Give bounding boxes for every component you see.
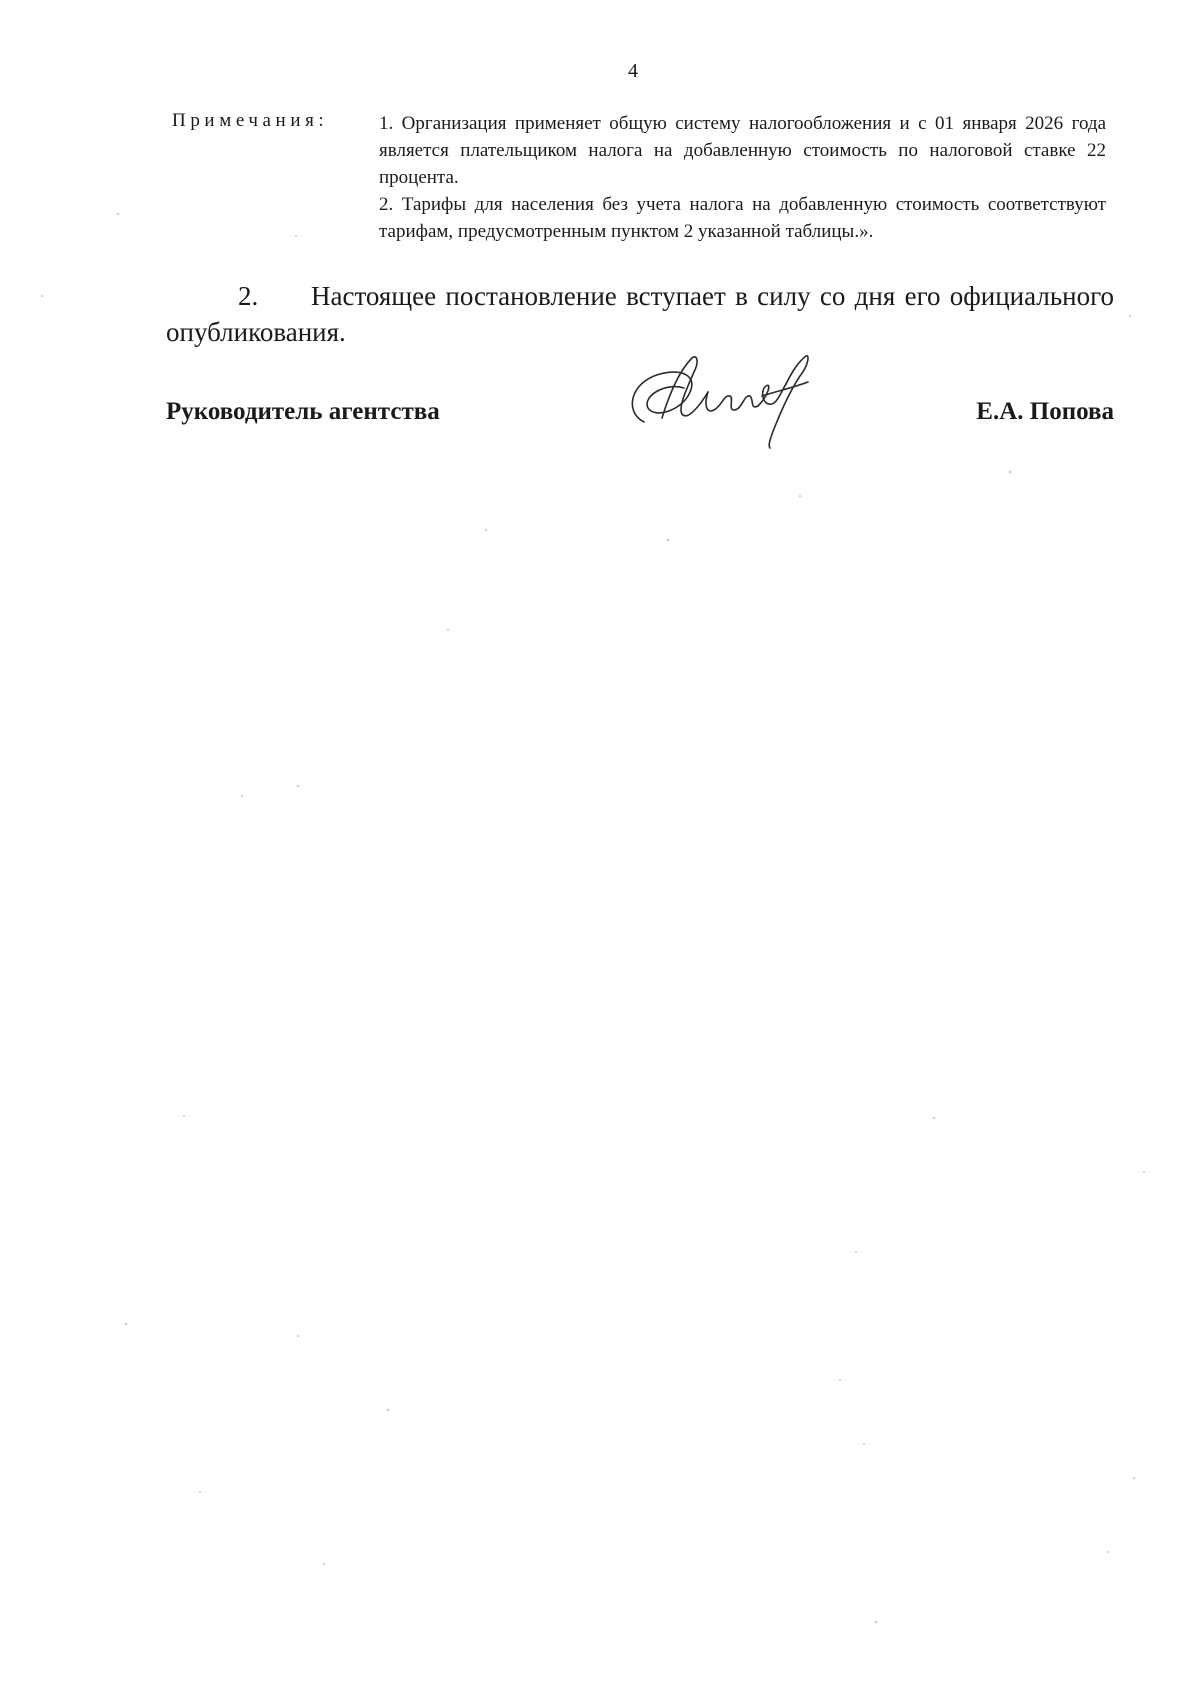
handwritten-signature-icon [622, 352, 822, 452]
clause-number: 2. [238, 281, 259, 311]
clause-text: Настоящее постановление вступает в силу со дня его официального опубликования. [166, 281, 1114, 347]
clause-2 [166, 278, 1114, 350]
note-item-1: 1. Организация применяет общую систему налогообложения и с 01 января 2026 года является плательщиком налога на добавленную стоимость по налоговой ставке 22 процента. [379, 113, 1106, 188]
notes-list [379, 110, 1106, 245]
page-number: 4 [628, 60, 638, 82]
signer-position: Руководитель агентства [166, 398, 440, 425]
notes-label: Примечания: [172, 110, 329, 131]
signer-name: Е.А. Попова [976, 398, 1114, 425]
note-item-2: 2. Тарифы для населения без учета налога на добавленную стоимость соответствуют тарифам, предусмотренным пунктом 2 указанной таблицы.». [379, 194, 1106, 242]
